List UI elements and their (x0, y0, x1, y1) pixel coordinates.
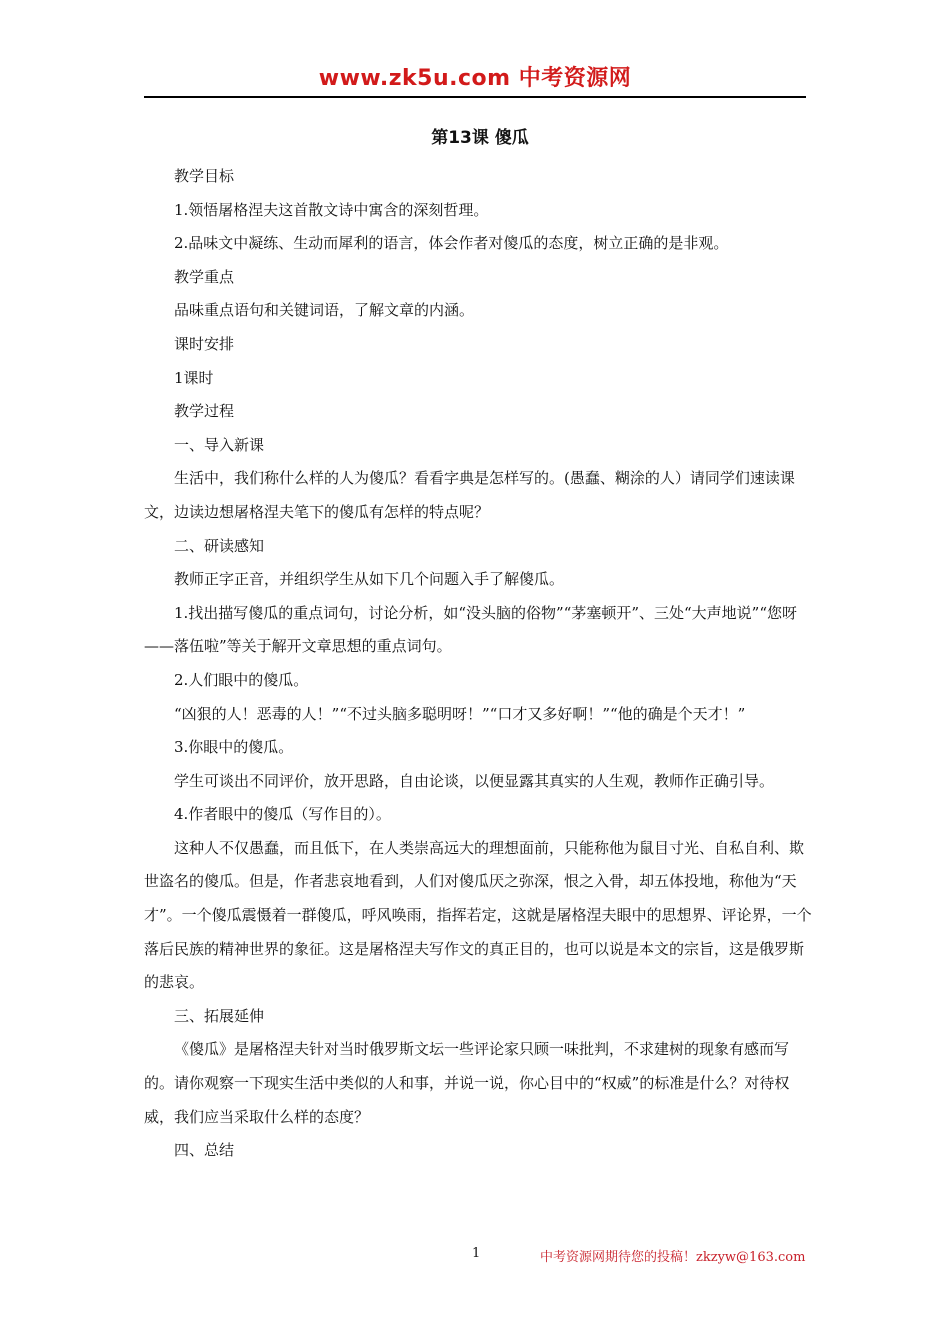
paragraph: 生活中，我们称什么样的人为傻瓜？看看字典是怎样写的。(愚蠢、糊涂的人）请同学们速读课文，边读边想屠格涅夫笔下的傻瓜有怎样的特点呢？ (144, 469, 795, 521)
paragraph: 1.找出描写傻瓜的重点词句，讨论分析，如“没头脑的俗物”“茅塞顿开”、三处“大声地说”“您呀——落伍啦”等关于解开文章思想的重点词句。 (144, 603, 797, 656)
section-heading: 一、导入新课 (174, 435, 265, 454)
page-header (144, 62, 806, 98)
paragraph: 品味重点语句和关键词语，了解文章的内涵。 (174, 301, 475, 320)
paragraph: 学生可谈出不同评价，放开思路，自由论谈，以便显露其真实的人生观，教师作正确引导。 (174, 771, 775, 790)
paragraph: 2.品味文中凝练、生动而犀利的语言，体会作者对傻瓜的态度，树立正确的是非观。 (174, 234, 729, 253)
page-number: 1 (472, 1246, 481, 1261)
site-watermark-link[interactable]: www.zk5u.com 中考资源网 (318, 66, 632, 91)
document-body (144, 116, 816, 1168)
page-footer (0, 1246, 950, 1270)
paragraph: 1.领悟屠格涅夫这首散文诗中寓含的深刻哲理。 (174, 200, 489, 219)
paragraph: 这种人不仅愚蠢，而且低下，在人类崇高远大的理想面前，只能称他为鼠目寸光、自私自利、欺世盗名的傻瓜。但是，作者悲哀地看到，人们对傻瓜厌之弥深，恨之入骨，却五体投地，称他为“天才”。一个傻瓜震慑着一群傻瓜，呼风唤雨，指挥若定，这就是屠格涅夫眼中的思想界、评论界，一个落后民族的精神世界的象征。这是屠格涅夫写作文的真正目的，也可以说是本文的宗旨，这是俄罗斯的悲哀。 (144, 838, 812, 992)
paragraph: 4.作者眼中的傻瓜（写作目的）。 (174, 805, 391, 824)
paragraph: 2.人们眼中的傻瓜。 (174, 670, 309, 689)
paragraph: 教师正字正音，并组织学生从如下几个问题入手了解傻瓜。 (174, 570, 565, 589)
lesson-title: 第13课 傻瓜 (431, 128, 529, 148)
section-heading: 教学重点 (174, 267, 235, 286)
section-heading: 课时安排 (174, 334, 235, 353)
section-heading: 二、研读感知 (174, 536, 265, 555)
section-heading: 教学目标 (174, 167, 235, 185)
footer-contact-note: 中考资源网期待您的投稿！zkzyw@163.com (540, 1250, 806, 1265)
section-heading: 四、总结 (174, 1141, 235, 1160)
paragraph: 《傻瓜》是屠格涅夫针对当时俄罗斯文坛一些评论家只顾一味批判，不求建树的现象有感而写的。请你观察一下现实生活中类似的人和事，并说一说，你心目中的“权威”的标准是什么？对待权威，我们应当采取什么样的态度？ (144, 1040, 790, 1126)
section-heading: 教学过程 (174, 402, 235, 421)
paragraph: 3.你眼中的傻瓜。 (174, 738, 294, 757)
paragraph: 1课时 (174, 368, 214, 387)
section-heading: 三、拓展延伸 (174, 1006, 265, 1025)
quote-paragraph: “凶狠的人！恶毒的人！”“不过头脑多聪明呀！”“口才又多好啊！”“他的确是个天才！” (174, 704, 746, 723)
